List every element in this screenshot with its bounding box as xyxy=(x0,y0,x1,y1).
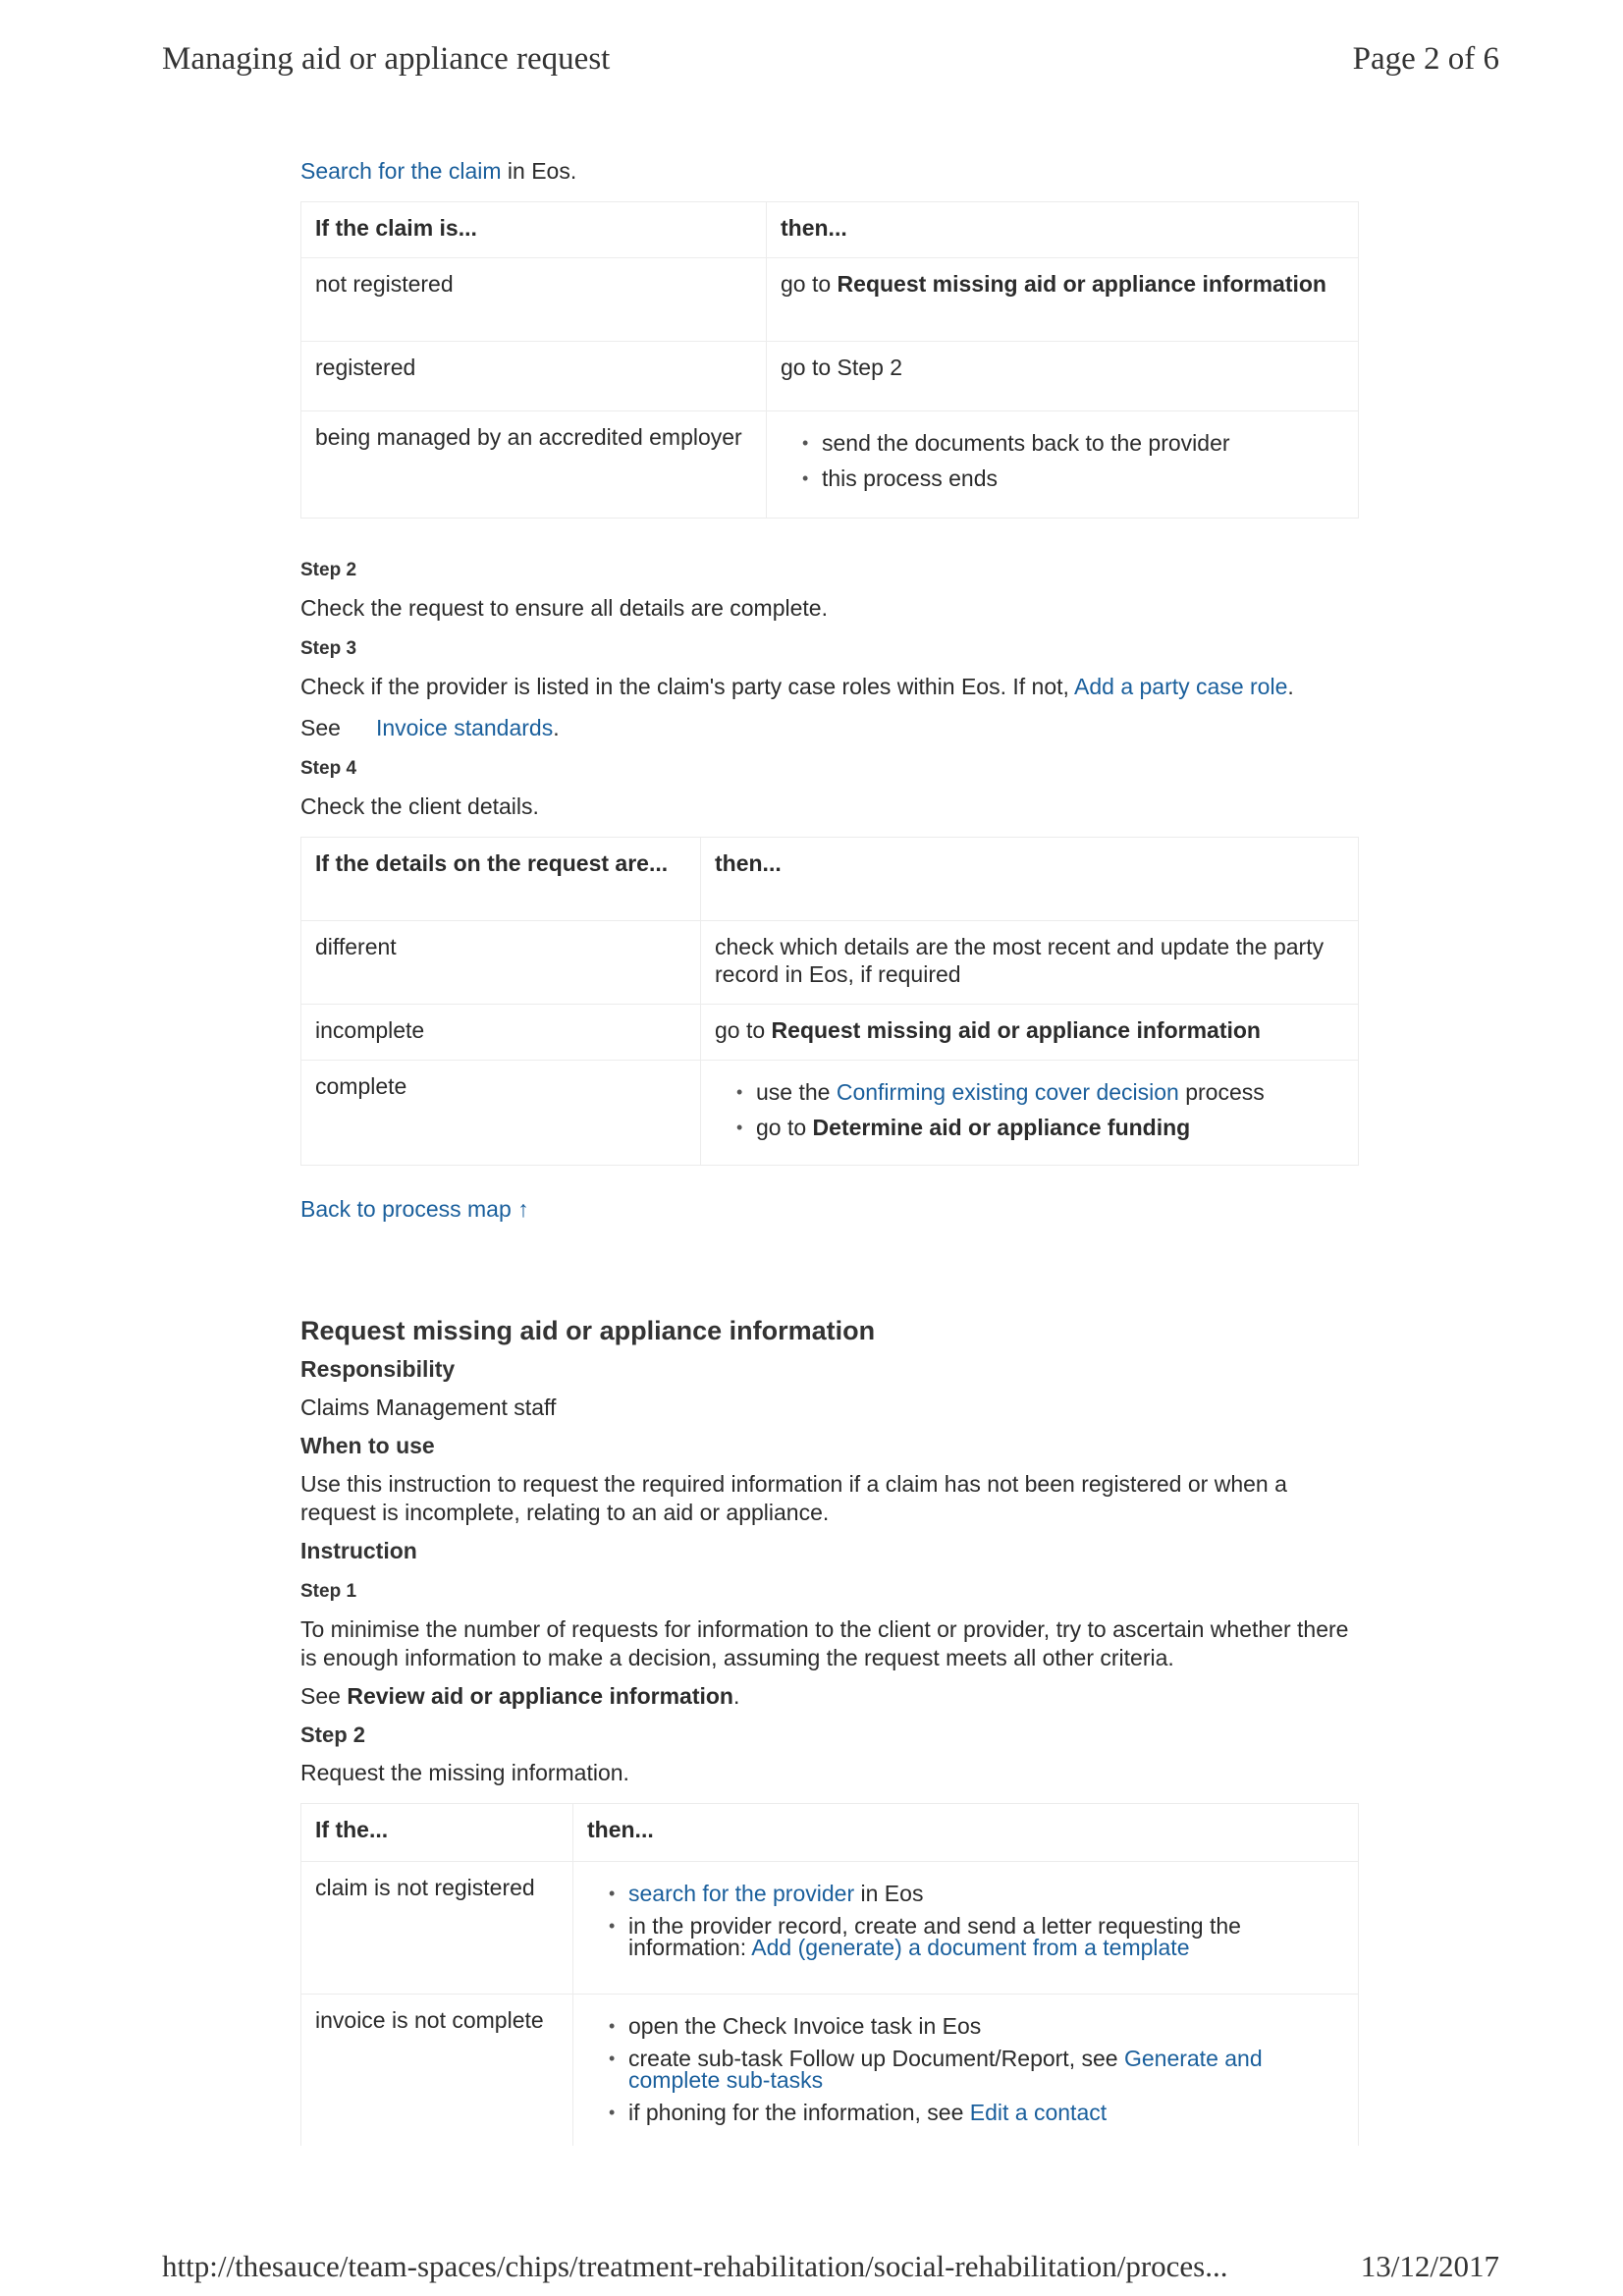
table-header-row xyxy=(301,1804,1359,1862)
step-label: Step 1 xyxy=(300,1581,357,1602)
list-item: • send the documents back to the provider xyxy=(822,429,1344,457)
table-cell: different xyxy=(301,921,701,1005)
step-text: To minimise the number of requests for information to the client or provider, try to ascertain whether there is enough information to make a decision, assuming the request meets all other criteria. xyxy=(300,1616,1349,1670)
step-label: Step 3 xyxy=(300,638,357,659)
step-text: Request the missing information. xyxy=(300,1760,629,1785)
list-item: • if phoning for the information, see Edit a contact xyxy=(628,2099,1344,2126)
back-to-process-map-link[interactable]: Back to process map ↑ xyxy=(300,1196,529,1222)
table-header-cell: then... xyxy=(573,1804,1359,1862)
table-cell: invoice is not complete xyxy=(301,1995,573,2147)
table-row xyxy=(301,342,1359,411)
add-party-case-role-link[interactable]: Add a party case role xyxy=(1074,674,1288,699)
list-item: • go to Determine aid or appliance funding xyxy=(756,1114,1344,1141)
step-label: Step 2 xyxy=(300,1722,366,1747)
responsibility-label: Responsibility xyxy=(300,1356,456,1382)
table-row xyxy=(301,1862,1359,1995)
table-row xyxy=(301,1995,1359,2147)
table-row xyxy=(301,1005,1359,1061)
list-item: • in the provider record, create and send a letter requesting the information: Add (generate) a document from a template xyxy=(628,1915,1344,1958)
list-item: • use the Confirming existing cover decision process xyxy=(756,1078,1344,1106)
when-to-use-text: Use this instruction to request the required information if a claim has not been registered or when a request is incomplete, relating to an aid or appliance. xyxy=(300,1471,1287,1525)
footer-date: 13/12/2017 xyxy=(1360,2249,1499,2283)
table-cell: complete xyxy=(301,1061,701,1166)
bullet-list xyxy=(587,2012,1344,2126)
confirming-cover-decision-link[interactable]: Confirming existing cover decision xyxy=(836,1079,1179,1105)
edit-contact-link[interactable]: Edit a contact xyxy=(969,2100,1108,2125)
table-row xyxy=(301,411,1359,519)
table-cell xyxy=(701,1061,1359,1166)
table-row xyxy=(301,1061,1359,1166)
missing-info-table xyxy=(300,1803,1359,2146)
document-title: Managing aid or appliance request xyxy=(162,41,611,77)
table-row xyxy=(301,921,1359,1005)
bullet-list xyxy=(587,1880,1344,1958)
table-header-cell: then... xyxy=(767,202,1359,258)
bullet-list xyxy=(715,1078,1344,1141)
table-cell xyxy=(573,1862,1359,1995)
table-cell: registered xyxy=(301,342,767,411)
section-heading: Request missing aid or appliance information xyxy=(300,1316,876,1345)
instruction-label: Instruction xyxy=(300,1538,417,1563)
bullet-list xyxy=(781,429,1344,492)
step-text: Check the request to ensure all details are complete. xyxy=(300,595,828,621)
list-item: • create sub-task Follow up Document/Report, see Generate and complete sub-tasks xyxy=(628,2048,1344,2091)
table-cell: being managed by an accredited employer xyxy=(301,411,767,519)
add-document-template-link[interactable]: Add (generate) a document from a template xyxy=(751,1935,1190,1960)
when-to-use-label: When to use xyxy=(300,1433,435,1458)
table-header-row xyxy=(301,202,1359,258)
table-cell xyxy=(573,1995,1359,2147)
search-claim-link[interactable]: Search for the claim xyxy=(300,158,502,184)
list-item: • search for the provider in Eos xyxy=(628,1880,1344,1907)
table-cell: incomplete xyxy=(301,1005,701,1061)
table-cell: go to Request missing aid or appliance information xyxy=(701,1005,1359,1061)
step-label: Step 4 xyxy=(300,758,357,779)
footer-url: http://thesauce/team-spaces/chips/treatment-rehabilitation/social-rehabilitation/proces... xyxy=(162,2249,1228,2283)
table-cell: go to Step 2 xyxy=(767,342,1359,411)
page-number: Page 2 of 6 xyxy=(1352,41,1499,77)
list-item: • open the Check Invoice task in Eos xyxy=(628,2012,1344,2040)
search-provider-link[interactable]: search for the provider xyxy=(628,1881,855,1906)
invoice-standards-link[interactable]: Invoice standards xyxy=(375,715,554,740)
step-label: Step 2 xyxy=(300,560,357,580)
table-header-cell: If the details on the request are... xyxy=(301,838,701,921)
generate-sub-tasks-link[interactable]: Generate and complete sub-tasks xyxy=(628,2046,1263,2093)
claim-status-table xyxy=(300,201,1359,519)
table-cell: claim is not registered xyxy=(301,1862,573,1995)
section-review xyxy=(300,157,1361,1224)
section-request-missing xyxy=(300,1317,1361,2146)
table-header-row xyxy=(301,838,1359,921)
table-header-cell: If the... xyxy=(301,1804,573,1862)
table-cell xyxy=(767,411,1359,519)
see-line: See Review aid or appliance information. xyxy=(300,1683,740,1709)
client-details-table xyxy=(300,837,1359,1166)
table-header-cell: then... xyxy=(701,838,1359,921)
see-line: See Invoice standards. xyxy=(300,715,560,740)
table-cell: not registered xyxy=(301,258,767,342)
step-text: Check if the provider is listed in the claim's party case roles within Eos. If not, Add a party case role. xyxy=(300,674,1294,699)
back-line xyxy=(300,1195,1361,1224)
list-item: • this process ends xyxy=(822,465,1344,492)
step-text: Check the client details. xyxy=(300,793,539,819)
table-cell: check which details are the most recent and update the party record in Eos, if required xyxy=(701,921,1359,1005)
table-header-cell: If the claim is... xyxy=(301,202,767,258)
table-cell: go to Request missing aid or appliance information xyxy=(767,258,1359,342)
table-row xyxy=(301,258,1359,342)
search-line: Search for the claim in Eos. xyxy=(300,158,577,184)
responsibility-text: Claims Management staff xyxy=(300,1394,557,1420)
